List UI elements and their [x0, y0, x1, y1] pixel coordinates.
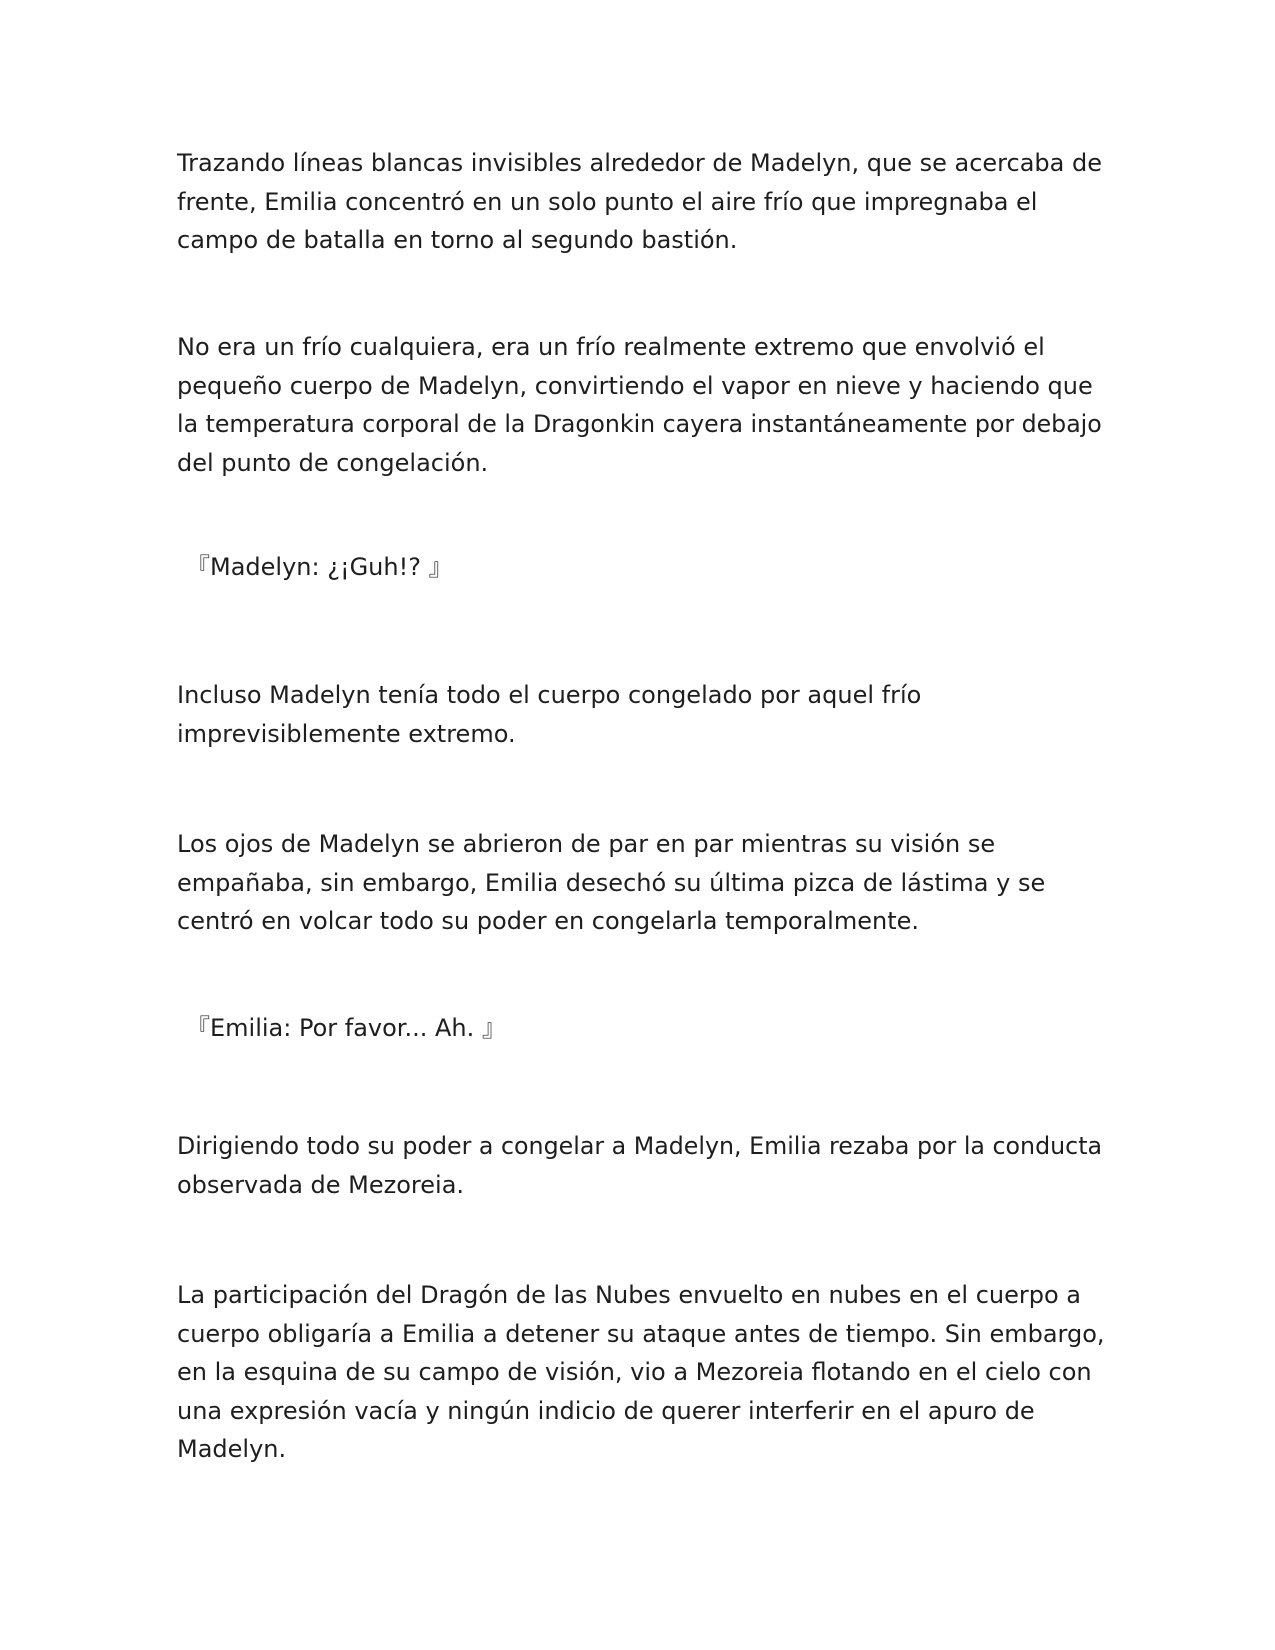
text-line: No era un frío cualquiera, era un frío realmente extremo que envolvió el [177, 333, 1045, 361]
text-line: Incluso Madelyn tenía todo el cuerpo congelado por aquel frío [177, 681, 922, 709]
paragraph-6 [177, 1276, 1107, 1469]
text-line: del punto de congelación. [177, 448, 489, 477]
text-line: Dirigiendo todo su poder a congelar a Madelyn, Emilia rezaba por la conducta [177, 1132, 1103, 1160]
text-line: cuerpo obligaría a Emilia a detener su ataque antes de tiempo. Sin embargo, [177, 1319, 1105, 1348]
dialogue-line: 『Emilia: Por favor... Ah. 』 [186, 1014, 506, 1042]
text-line: Los ojos de Madelyn se abrieron de par en par mientras su visión se [177, 830, 996, 858]
text-line: en la esquina de su campo de visión, vio a Mezoreia flotando en el cielo con [177, 1358, 1092, 1386]
text-line: Madelyn. [177, 1435, 287, 1463]
text-line: campo de batalla en torno al segundo bastión. [177, 226, 738, 254]
paragraph-1 [177, 144, 1107, 260]
dialogue-emilia [186, 1009, 1116, 1048]
text-line: observada de Mezoreia. [177, 1170, 465, 1199]
text-line: empañaba, sin embargo, Emilia desechó su última pizca de lástima y se [177, 868, 1046, 897]
text-line: la temperatura corporal de la Dragonkin cayera instantáneamente por debajo [177, 410, 1102, 438]
text-line: frente, Emilia concentró en un solo punto el aire frío que impregnaba el [177, 187, 1038, 216]
paragraph-5 [177, 1127, 1107, 1204]
text-line: una expresión vacía y ningún indicio de querer interferir en el apuro de [177, 1396, 1035, 1425]
dialogue-madelyn [186, 548, 1116, 587]
text-line: imprevisiblemente extremo. [177, 719, 516, 748]
paragraph-3 [177, 676, 1107, 753]
text-line: La participación del Dragón de las Nubes envuelto en nubes en el cuerpo a [177, 1281, 1081, 1309]
paragraph-2 [177, 328, 1107, 482]
text-line: centró en volcar todo su poder en congelarla temporalmente. [177, 907, 920, 935]
paragraph-4 [177, 825, 1107, 941]
dialogue-line: 『Madelyn: ¿¡Guh!? 』 [186, 553, 453, 581]
text-line: Trazando líneas blancas invisibles alrededor de Madelyn, que se acercaba de [177, 149, 1102, 177]
text-line: pequeño cuerpo de Madelyn, convirtiendo el vapor en nieve y haciendo que [177, 371, 1093, 400]
